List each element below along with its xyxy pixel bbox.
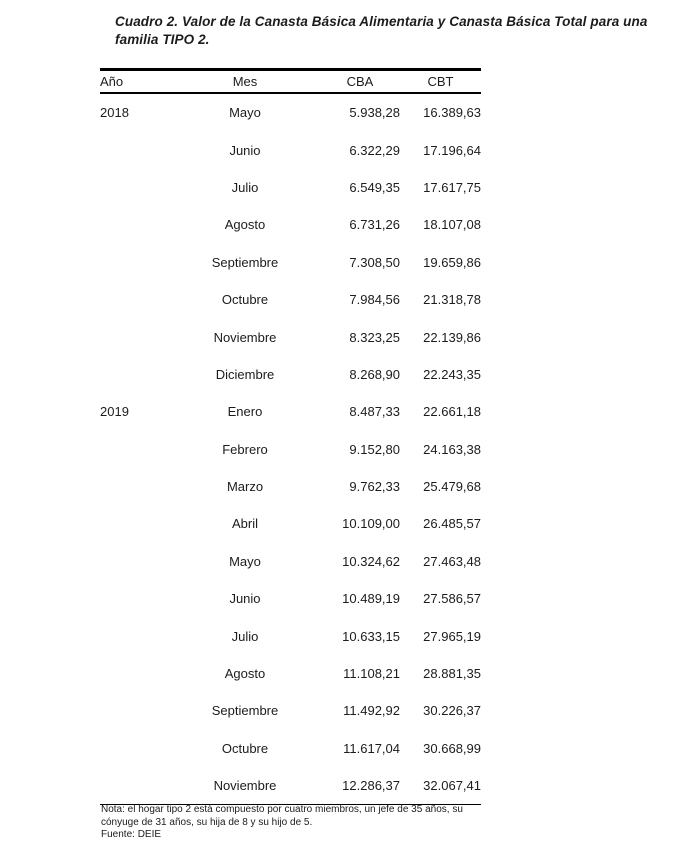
cbt-cell: 24.163,38 (423, 441, 481, 457)
table-row (100, 356, 481, 393)
table-row (100, 206, 481, 243)
table-row (100, 655, 481, 692)
year-cell (100, 543, 170, 580)
year-cell (100, 767, 170, 805)
table-row (100, 281, 481, 318)
table-row (100, 505, 481, 542)
table-row (100, 93, 481, 131)
source-text: Fuente: DEIE (101, 829, 162, 840)
month-cell: Septiembre (211, 254, 279, 270)
table-row (100, 730, 481, 767)
year-cell (100, 356, 170, 393)
cba-cell: 7.984,56 (349, 292, 400, 308)
table-row (100, 580, 481, 617)
table-row (100, 393, 481, 430)
table-row (100, 767, 481, 805)
column-header-cba: CBA (320, 70, 400, 94)
table-row (100, 244, 481, 281)
month-cell: Agosto (224, 217, 266, 233)
month-cell: Diciembre (215, 366, 275, 382)
year-cell (100, 580, 170, 617)
month-cell: Septiembre (211, 703, 279, 719)
year-cell (100, 131, 170, 168)
cbt-cell: 16.389,63 (423, 105, 481, 121)
table-row (100, 617, 481, 654)
cbt-cell: 27.586,57 (423, 591, 481, 607)
month-cell: Junio (229, 142, 261, 158)
cbt-cell: 28.881,35 (423, 666, 481, 682)
cbt-cell: 26.485,57 (423, 516, 481, 532)
month-cell: Octubre (221, 740, 269, 756)
year-cell (100, 169, 170, 206)
month-cell: Julio (231, 628, 259, 644)
cba-cell: 12.286,37 (342, 778, 400, 794)
cbt-cell: 18.107,08 (423, 217, 481, 233)
year-cell: 2018 (100, 105, 129, 121)
cba-cell: 9.152,80 (349, 441, 400, 457)
year-cell: 2019 (100, 404, 129, 420)
year-cell (100, 468, 170, 505)
month-cell: Mayo (229, 553, 261, 569)
cbt-cell: 30.668,99 (423, 740, 481, 756)
table-row (100, 543, 481, 580)
year-cell (100, 281, 170, 318)
month-cell: Mayo (229, 105, 261, 121)
year-cell (100, 730, 170, 767)
year-cell (100, 617, 170, 654)
canasta-basica-table (100, 68, 481, 805)
cbt-cell: 32.067,41 (423, 778, 481, 794)
year-cell (100, 692, 170, 729)
table-header-row (100, 70, 481, 94)
cbt-cell: 22.661,18 (423, 404, 481, 420)
cbt-cell: 30.226,37 (423, 703, 481, 719)
year-cell (100, 505, 170, 542)
cba-cell: 8.268,90 (349, 366, 400, 382)
cbt-cell: 22.139,86 (423, 329, 481, 345)
column-header-cbt: CBT (400, 70, 481, 94)
month-cell: Enero (227, 404, 263, 420)
cbt-cell: 17.196,64 (423, 142, 481, 158)
month-cell: Julio (231, 179, 259, 195)
cbt-cell: 17.617,75 (423, 179, 481, 195)
table-row (100, 131, 481, 168)
month-cell: Junio (229, 591, 261, 607)
month-cell: Noviembre (213, 329, 277, 345)
cba-cell: 10.489,19 (342, 591, 400, 607)
month-cell: Octubre (221, 292, 269, 308)
cbt-cell: 25.479,68 (423, 479, 481, 495)
cba-cell: 9.762,33 (349, 479, 400, 495)
page-title: Cuadro 2. Valor de la Canasta Básica Alimentaria y Canasta Básica Total para una familia TIPO 2. (115, 14, 648, 47)
year-cell (100, 206, 170, 243)
month-cell: Marzo (226, 479, 264, 495)
footnote-block (101, 804, 493, 842)
year-cell (100, 318, 170, 355)
year-cell (100, 655, 170, 692)
table-body (100, 93, 481, 805)
cbt-cell: 22.243,35 (423, 366, 481, 382)
cba-cell: 8.323,25 (349, 329, 400, 345)
cba-cell: 5.938,28 (349, 105, 400, 121)
cba-cell: 10.633,15 (342, 628, 400, 644)
cba-cell: 10.324,62 (342, 553, 400, 569)
cba-cell: 11.108,21 (343, 666, 400, 682)
cba-cell: 6.731,26 (349, 217, 400, 233)
cba-cell: 11.492,92 (343, 703, 400, 719)
cba-cell: 6.322,29 (349, 142, 400, 158)
cbt-cell: 27.965,19 (423, 628, 481, 644)
cbt-cell: 19.659,86 (423, 254, 481, 270)
month-cell: Noviembre (213, 778, 277, 794)
column-header-mes: Mes (170, 70, 320, 94)
cba-cell: 7.308,50 (349, 254, 400, 270)
cba-cell: 8.487,33 (349, 404, 400, 420)
table-row (100, 468, 481, 505)
table-row (100, 431, 481, 468)
column-header-ano: Año (100, 70, 170, 94)
cba-cell: 11.617,04 (343, 740, 400, 756)
cba-cell: 10.109,00 (342, 516, 400, 532)
month-cell: Agosto (224, 666, 266, 682)
footnote-text: Nota: el hogar tipo 2 está compuesto por cuatro miembros, un jefe de 35 años, su cónyuge de 31 años, su hija de 8 y su hijo de 5. (101, 804, 463, 828)
year-cell (100, 431, 170, 468)
table-row (100, 692, 481, 729)
month-cell: Abril (231, 516, 258, 532)
table-row (100, 169, 481, 206)
data-table-container (100, 68, 481, 805)
cba-cell: 6.549,35 (349, 179, 400, 195)
cbt-cell: 27.463,48 (423, 553, 481, 569)
table-row (100, 318, 481, 355)
month-cell: Febrero (222, 441, 268, 457)
cbt-cell: 21.318,78 (423, 292, 481, 308)
year-cell (100, 244, 170, 281)
